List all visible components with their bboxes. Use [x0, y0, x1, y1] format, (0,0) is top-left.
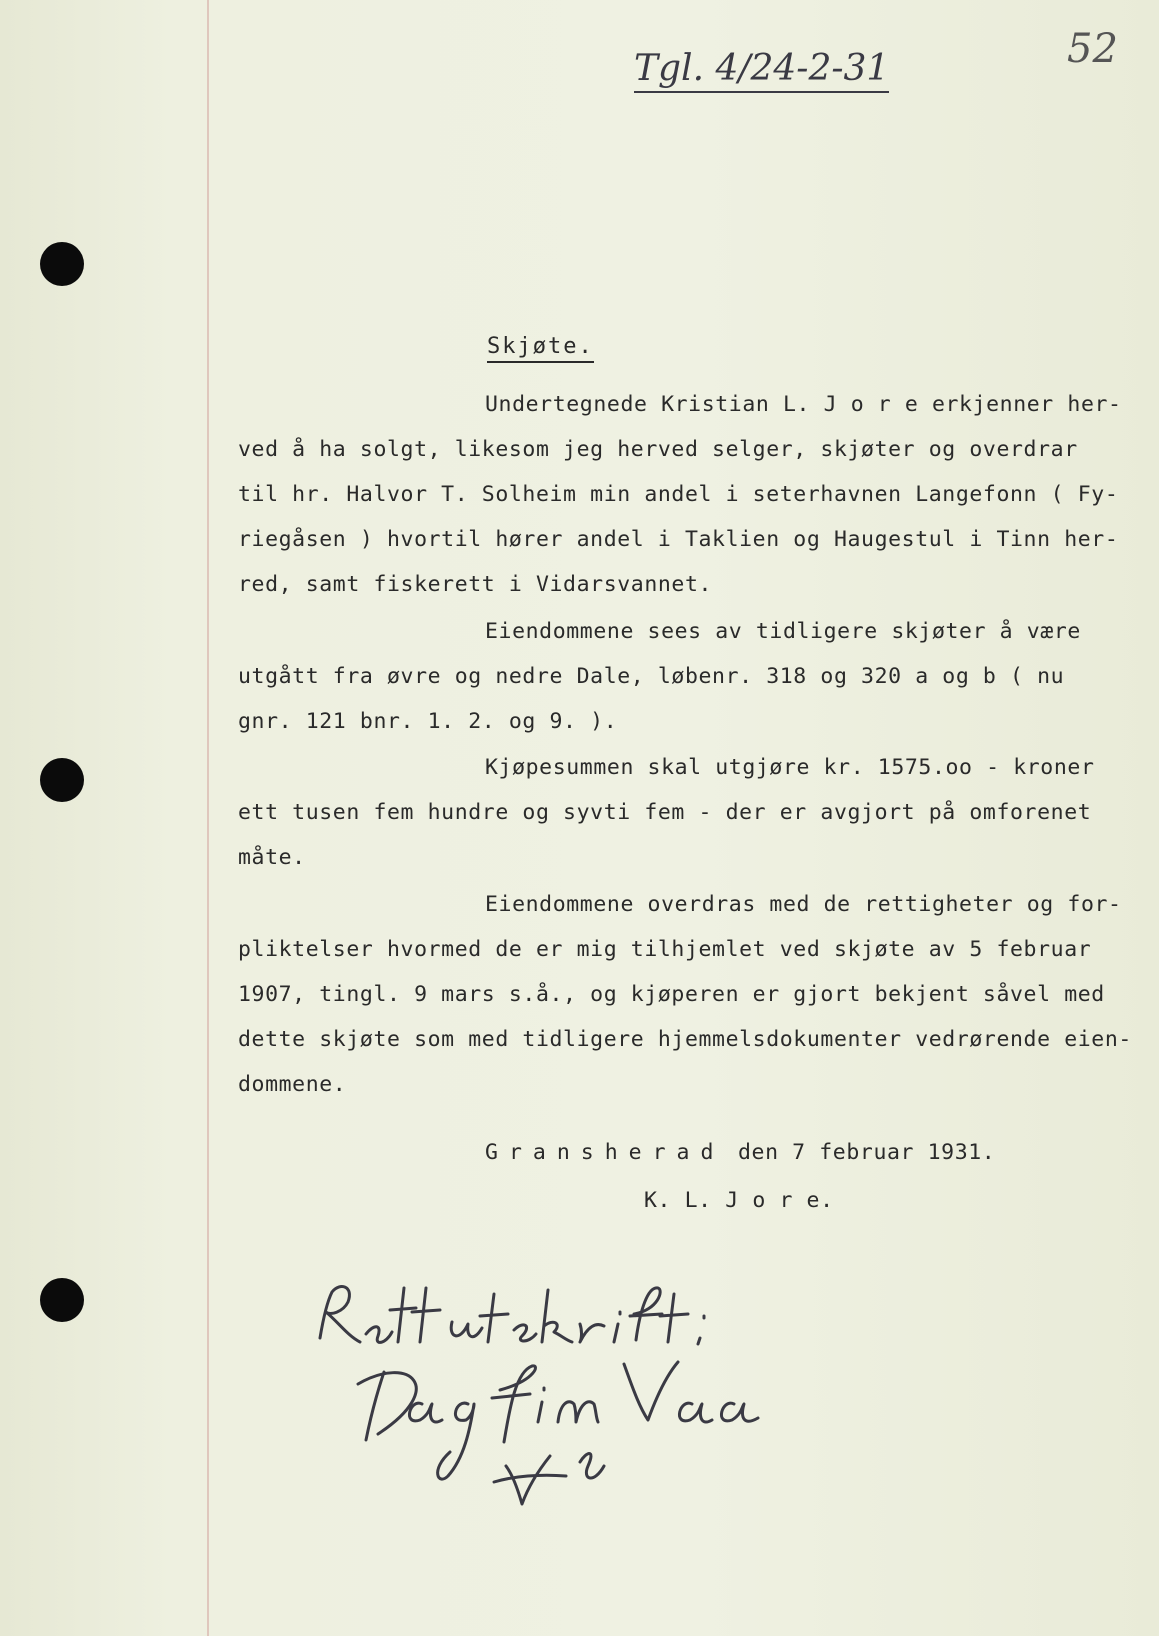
body-line: ett tusen fem hundre og syvti fem - der er avgjort på omforenet — [238, 800, 1092, 825]
document-date: den 7 februar 1931. — [738, 1140, 996, 1165]
handwritten-certification — [318, 1280, 878, 1510]
punch-hole — [40, 758, 84, 802]
body-line: red, samt fiskerett i Vidarsvannet. — [238, 572, 713, 597]
margin-rule — [207, 0, 209, 1636]
body-line: pliktelser hvormed de er mig tilhjemlet ved skjøte av 5 februar — [238, 937, 1092, 962]
punch-hole — [40, 1278, 84, 1322]
body-line: ved å ha solgt, likesom jeg herved selger, skjøter og overdrar — [238, 437, 1078, 462]
body-line: dommene. — [238, 1072, 347, 1097]
body-line: 1907, tingl. 9 mars s.å., og kjøperen er gjort bekjent såvel med — [238, 982, 1105, 1007]
body-line: utgått fra øvre og nedre Dale, løbenr. 318 og 320 a og b ( nu — [238, 664, 1065, 689]
document-title: Skjøte. — [487, 334, 594, 363]
body-line: Eiendommene sees av tidligere skjøter å være — [485, 619, 1081, 644]
page-number: 52 — [1067, 26, 1118, 72]
body-line: riegåsen ) hvortil hører andel i Taklien og Haugestul i Tinn her- — [238, 527, 1119, 552]
punch-hole — [40, 242, 84, 286]
body-line: Undertegnede Kristian L. J o r e erkjenner her- — [485, 392, 1122, 417]
typed-signature: K. L. J o r e. — [644, 1188, 834, 1213]
body-line: dette skjøte som med tidligere hjemmelsdokumenter vedrørende eien- — [238, 1027, 1132, 1052]
body-line: gnr. 121 bnr. 1. 2. og 9. ). — [238, 709, 618, 734]
registration-annotation: Tgl. 4/24-2-31 — [634, 48, 889, 93]
place-date-line — [485, 1140, 995, 1165]
body-line: Eiendommene overdras med de rettigheter og for- — [485, 892, 1122, 917]
place-name: Gransherad — [485, 1140, 725, 1165]
body-line: til hr. Halvor T. Solheim min andel i seterhavnen Langefonn ( Fy- — [238, 482, 1119, 507]
body-line: måte. — [238, 845, 306, 870]
body-line: Kjøpesummen skal utgjøre kr. 1575.oo - kroner — [485, 755, 1095, 780]
